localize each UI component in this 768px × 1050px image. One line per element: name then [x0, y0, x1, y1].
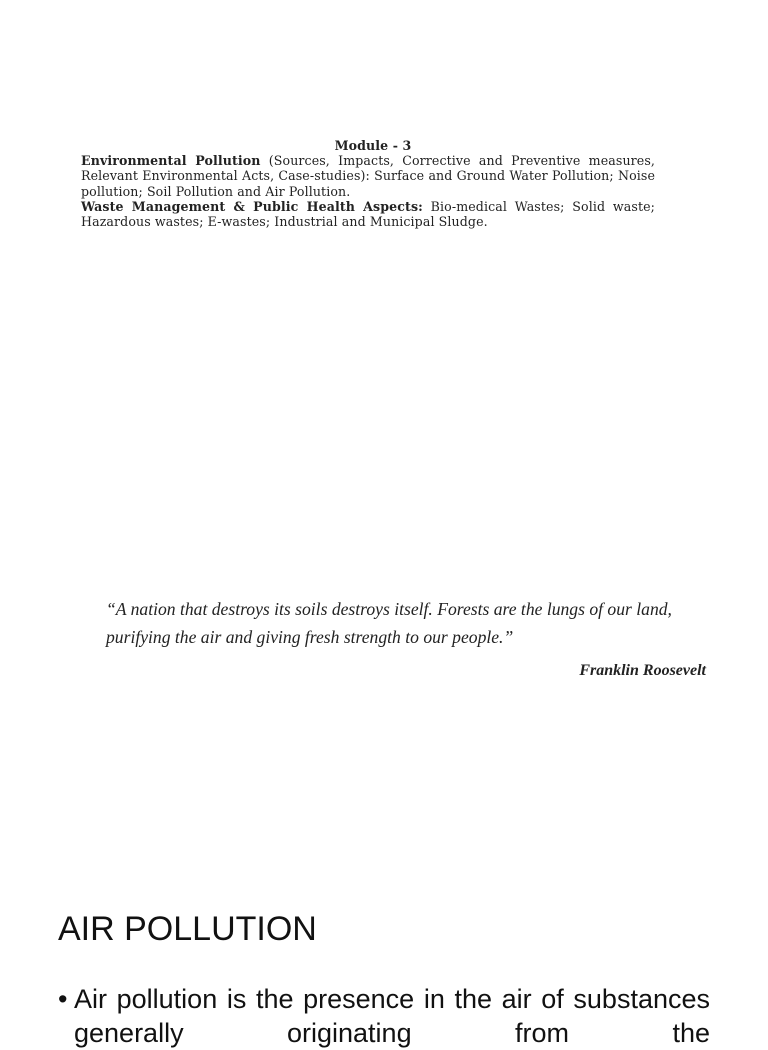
waste-management-paragraph — [81, 199, 655, 229]
environmental-pollution-heading: Environmental Pollution — [81, 153, 261, 169]
waste-management-heading: Waste Management & Public Health Aspects: — [81, 198, 423, 214]
module-syllabus-block — [81, 138, 655, 229]
quote-block — [106, 595, 706, 680]
waste-management-text: Bio-medical Wastes; Solid waste; Hazardous wastes; E-wastes; Industrial and Municipal Sludge. — [81, 198, 656, 230]
bullet-item — [58, 982, 710, 1050]
quote-text: “A nation that destroys its soils destroys itself. Forests are the lungs of our land, purifying the air and giving fresh strength to our people.” — [106, 599, 672, 647]
environmental-pollution-paragraph — [81, 153, 655, 199]
quote-author: Franklin Roosevelt — [579, 662, 706, 679]
module-title: Module - 3 — [334, 138, 412, 153]
environmental-pollution-text: (Sources, Impacts, Corrective and Preventive measures, Relevant Environmental Acts, Case-studies): Surface and Ground Water Pollution; Noise pollution; Soil Pollution and Air Pollution. — [81, 153, 655, 199]
bullet-text: Air pollution is the presence in the air of substances generally originating from the — [74, 984, 710, 1048]
bullet-marker: • — [58, 984, 68, 1014]
slide-bullet-list — [58, 982, 710, 1050]
slide-title: AIR POLLUTION — [58, 910, 317, 948]
